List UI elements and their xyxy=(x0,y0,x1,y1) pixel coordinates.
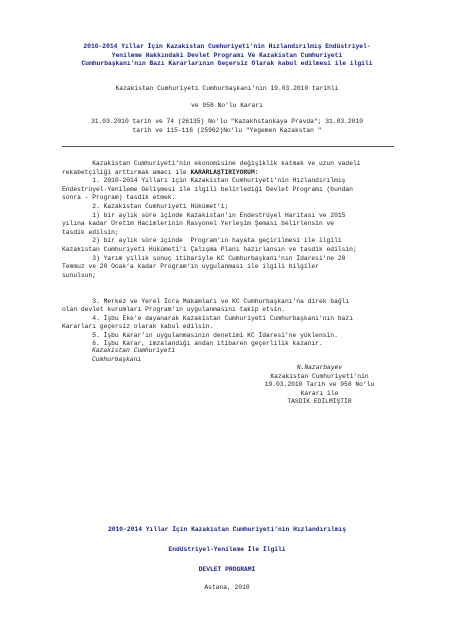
program-title: 2010-2014 Yıllar İçin Kazakistan Cumhuriyeti’nin Hızlandırılmış xyxy=(107,526,347,533)
publication-info xyxy=(60,118,394,135)
title-line: 2010-2014 Yıllar İçin Kazakistan Cumhuriyeti’nin Hızlandırılmış Endüstriyel- xyxy=(83,43,371,50)
body-line: Temmuz ve 20 Ocak’a kadar Program’ın uygulanması ile ilgili bilgiler xyxy=(62,263,319,271)
body-line: Kararları geçersiz olarak kabul edilsin. xyxy=(62,323,214,331)
signatory-line: Kazakistan Cumhuriyeti xyxy=(92,347,176,354)
body-line: sonra - Program) tasdik etmek. xyxy=(62,194,176,202)
intro-text: rekabetçiliği arttırmak amacı ile xyxy=(62,168,191,176)
body-line: 3) Yarım yıllık sonuç itibariyle KC Cumhurbaşkanı’nın İdaresi’ne 20 xyxy=(62,254,346,262)
decree-body xyxy=(62,160,398,349)
decree-number-line: ve 958 No’lu Kararı xyxy=(191,102,263,109)
horizontal-divider xyxy=(62,146,394,147)
program-heading: DEVLET PROGRAMI xyxy=(198,566,256,573)
body-line: 1. 2010-2014 Yılları için Kazakistan Cumhuriyeti’nin Hızlandırılmış xyxy=(62,177,346,185)
body-line: 5. İşbu Karar’ın uygulanmasının denetimi KC İdaresi’ne yüklensin. xyxy=(62,331,338,339)
approval-stamp-text xyxy=(252,364,387,407)
publication-line: tarih ve 115-116 (25962)No’lu "Yegemen Kazakstan " xyxy=(132,126,322,134)
body-line: 2) bir aylık süre içinde Program’ın hayata geçirilmesi ile ilgili xyxy=(62,237,342,245)
body-line: Endestrüyel-Yenileme Gelişmesi ile ilgili belirlediği Devlet Programı (bundan xyxy=(62,185,353,193)
approval-line: Kazakistan Cumhuriyeti’nin xyxy=(270,372,369,380)
title-line: Cumhurbaşkanı’nın Bazı Kararlarının Geçersiz Olarak kabul edilmesi ile ilgili xyxy=(81,60,373,68)
approval-line: 19.03.2010 Tarih ve 958 No’lu xyxy=(264,381,375,389)
body-line: 2. Kazakistan Cumhuriyeti Hükümet’i; xyxy=(62,202,229,210)
body-line: 3. Merkez ve Yerel İcra Makamları ve KC Cumhurbaşkanı’na direk bağlı xyxy=(62,297,350,305)
body-line: yılına kadar Üretim Hacimlerinin Rasyonel Yerleşim Şeması belirlensin ve xyxy=(62,220,335,228)
approval-line: TASDİK EDİLMİŞTİR xyxy=(287,398,352,406)
signatory-line: Cumhurbaşkanı xyxy=(92,355,142,363)
body-line: tasdik edilsin; xyxy=(62,228,119,236)
decision-keyword: KARARLAŞTIRIYORUM: xyxy=(190,168,259,176)
signatory-title xyxy=(92,347,175,364)
city-year: Astana, 2010 xyxy=(204,584,250,591)
body-line: 1) bir aylık süre içinde Kazakistan’ın Endestrüyel Haritası ve 2015 xyxy=(62,211,346,219)
body-line: 6. İşbu Karar, imzalandığı andan itibaren geçerlilik kazanır. xyxy=(62,340,323,348)
decree-date-line: Kazakistan Cumhuriyeti Cumhurbaşkanı’nın 19.03.2010 tarihli xyxy=(115,85,339,92)
body-line: 4. İşbu Eke’e dayanarak Kazakistan Cumhuriyeti Cumhurbaşkanı’nın bazı xyxy=(62,314,353,322)
body-line: olan devlet kurumları Program’ın uygulanmasını takip etsin. xyxy=(62,306,285,314)
intro-paragraph-cont xyxy=(62,169,398,178)
signatory-name: N.Nazarbayev xyxy=(296,364,343,371)
title-line: Yenileme Hakkındaki Devlet Programı Ve Kazakistan Cumhuriyeti xyxy=(111,51,343,59)
body-line: Kazakistan Cumhuriyeti Hükümeti’i Çalışma Planı hazırlansın ve tasdik edilsin; xyxy=(62,245,357,253)
publication-line: 31.03.2010 tarih ve 74 (26135) No’lu "Kazakhstankaya Pravda"; 31.03.2010 xyxy=(90,118,364,125)
body-line: sunulsun; xyxy=(62,271,97,279)
document-title xyxy=(40,43,414,69)
intro-paragraph: Kazakistan Cumhuriyeti’nin ekonomisine değişiklik katmak ve uzun vadeli xyxy=(62,160,361,167)
signature-block xyxy=(62,347,398,407)
approval-line: Kararı ile xyxy=(300,389,339,397)
program-subtitle: Endüstriyel-Yenileme İle İlgili xyxy=(168,546,286,553)
